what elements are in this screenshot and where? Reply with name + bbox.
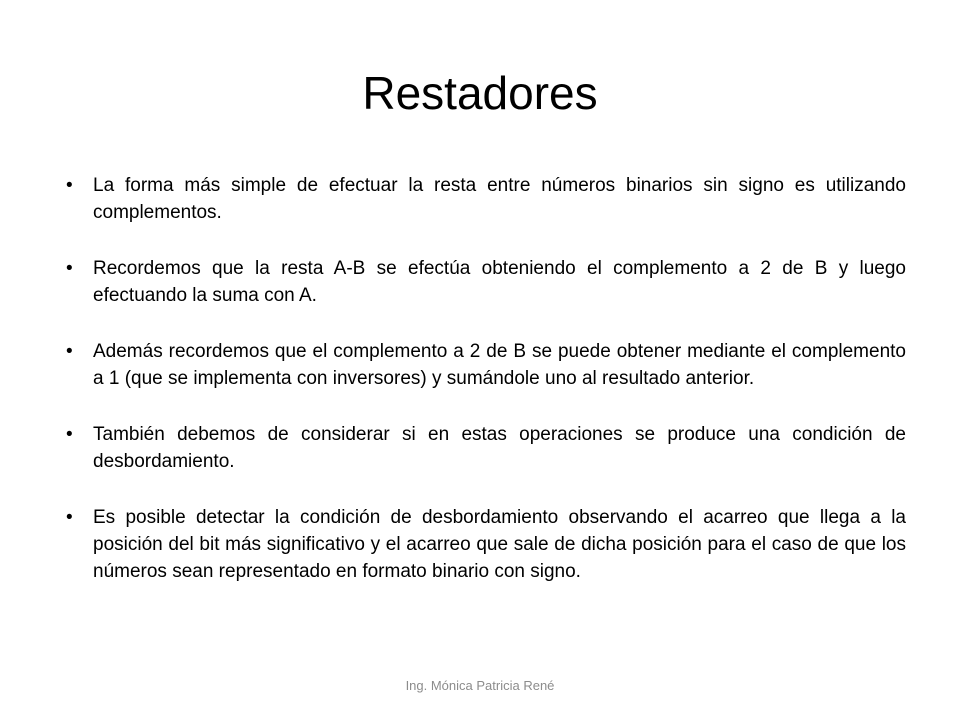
bullet-dot-icon: • — [66, 258, 73, 279]
bullet-text: Además recordemos que el complemento a 2 de B se puede obtener mediante el complemento a 1 (que se implementa con inversores) y sumándole uno al resultado anterior. — [93, 341, 906, 389]
bullet-dot-icon: • — [66, 175, 73, 196]
slide-footer: Ing. Mónica Patricia René — [405, 678, 555, 693]
bullet-text: Recordemos que la resta A-B se efectúa obteniendo el complemento a 2 de B y luego efectuando la suma con A. — [93, 258, 906, 306]
bullet-text: La forma más simple de efectuar la resta entre números binarios sin signo es utilizando complementos. — [93, 175, 906, 223]
bullet-dot-icon: • — [66, 424, 73, 445]
bullet-text: Es posible detectar la condición de desbordamiento observando el acarreo que llega a la posición del bit más significativo y el acarreo que sale de dicha posición para el caso de que los números sean representado en formato binario con signo. — [93, 507, 906, 582]
bullet-item — [66, 504, 906, 585]
bullet-item — [66, 255, 906, 309]
bullet-item — [66, 338, 906, 392]
bullet-item — [66, 421, 906, 475]
slide-title: Restadores — [362, 67, 598, 119]
bullet-dot-icon: • — [66, 507, 73, 528]
bullet-list — [66, 172, 906, 614]
bullet-text: También debemos de considerar si en estas operaciones se produce una condición de desbordamiento. — [93, 424, 906, 472]
bullet-item — [66, 172, 906, 226]
bullet-dot-icon: • — [66, 341, 73, 362]
